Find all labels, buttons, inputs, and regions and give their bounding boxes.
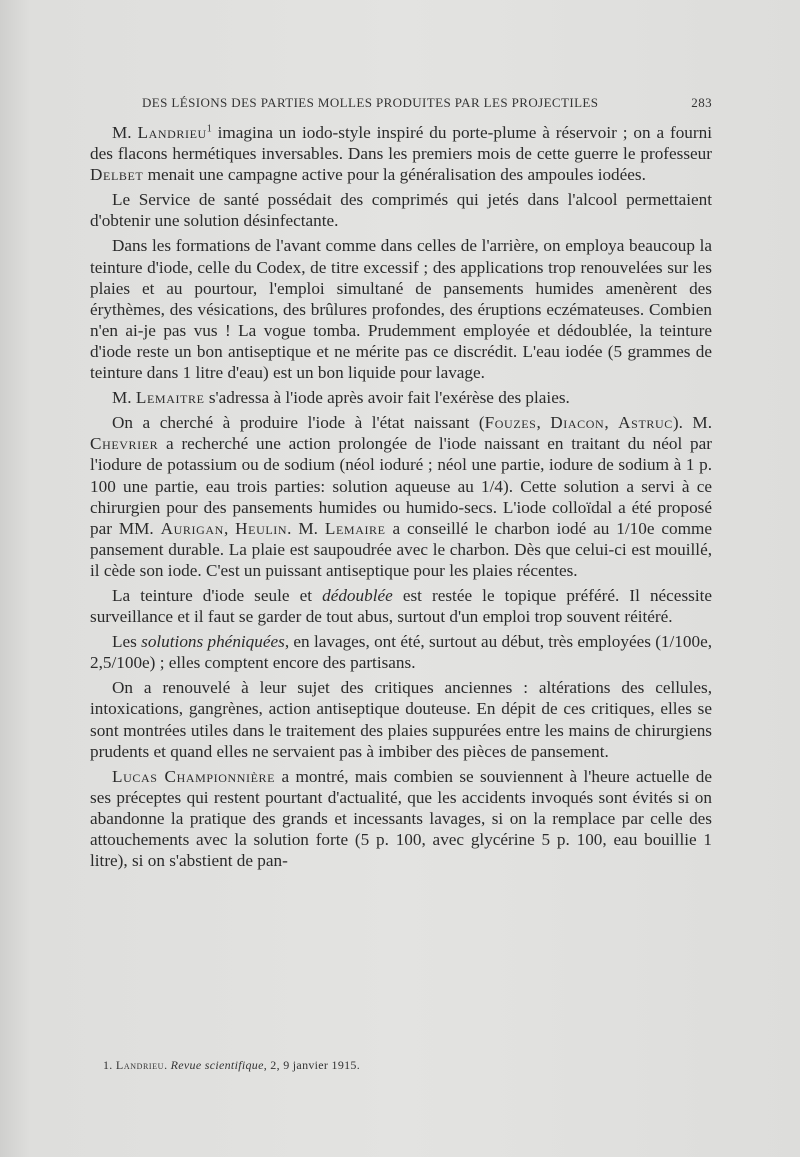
paragraph [90, 122, 712, 185]
footnote-number: 1. [103, 1058, 113, 1072]
text-run: M. [112, 388, 136, 408]
text-run: , [604, 413, 619, 433]
emphasis-text: dédoublée [322, 585, 393, 605]
paragraph [90, 585, 712, 627]
text-run: La teinture d'iode seule et [112, 585, 323, 605]
text-run: imagina un iodo-style inspiré du porte-plume à réservoir ; on a fourni des flacons hermétiques inversables. Dans les premiers mois de cette guerre le professeur [90, 123, 712, 164]
author-name: Delbet [90, 165, 144, 185]
emphasis-text: solutions phéniquées [141, 632, 285, 652]
text-run: est restée le topique préféré. Il nécessite surveillance et il faut se garder de tout abus, surtout d'un emploi trop souvent réitéré. [90, 585, 712, 627]
page-number: 283 [691, 95, 712, 110]
author-name: Lemaitre [135, 388, 205, 408]
paragraph [90, 766, 712, 871]
text-run: Dans les formations de l'avant comme dans celles de l'arrière, on employa beaucoup la teinture d'iode, celle du Codex, de titre excessif ; des applications trop renouvelées sur les plaies et au pourtour, l'emploi simultané de pansements humides amenèrent des érythèmes, des vésications, des brûlures profondes, des éruptions eczémateuses. Combien n'en ai-je pas vus ! La vogue tomba. Prudemment employée et dédoublée, la teinture d'iode reste un bon antiseptique et ne mérite pas ce discrédit. L'eau iodée (5 grammes de teinture dans 1 litre d'eau) est un bon liquide pour lavage. [90, 236, 712, 383]
running-header [142, 95, 712, 111]
paragraph [90, 677, 712, 761]
author-name: Chevrier [90, 434, 159, 454]
author-name: Lemaire [324, 518, 386, 538]
footnote-separator: . [164, 1058, 171, 1072]
text-run: Les [112, 632, 142, 652]
paragraph [90, 412, 712, 581]
author-name: Landrieu [137, 123, 207, 142]
footnote-journal: Revue scientifique [170, 1058, 264, 1072]
text-run: M. [112, 123, 138, 142]
author-name: Diacon [550, 413, 605, 433]
text-run: s'adressa à l'iode après avoir fait l'exérèse des plaies. [204, 388, 570, 408]
footnote [103, 1058, 703, 1073]
footnote-ref: 1 [206, 123, 212, 135]
author-name: Aurigan [160, 518, 224, 538]
paragraph [90, 235, 712, 383]
text-run: On a renouvelé à leur sujet des critiques anciennes : altérations des cellules, intoxications, gangrènes, action antiseptique douteuse. En dépit de ces critiques, elles se sont montrées utiles dans le traitement des plaies suppurées entre les mains de chirurgiens prudents et quand elles ne servaient pas à imbiber des pièces de pansement. [90, 678, 712, 761]
footnote-author: Landrieu [115, 1058, 165, 1072]
author-name: Lucas Championnière [112, 766, 276, 786]
text-run: menait une campagne active pour la généralisation des ampoules iodées. [143, 165, 646, 185]
text-run: a recherché une action prolongée de l'iode naissant en traitant du néol par l'iodure de potassium ou de sodium (néol ioduré ; néol une partie, iodure de sodium à 1 p. 100 une partie, eau trois parties: solution aqueuse au 1/4). Cette solution a servi à ce chirurgien pour des pansements humides ou humido-secs. L'iode colloïdal a été proposé par MM. [90, 434, 712, 538]
paragraph [90, 387, 712, 408]
body-text [90, 122, 712, 875]
paragraph [90, 631, 712, 673]
text-run: , [536, 413, 551, 433]
text-run: . M. [287, 518, 325, 538]
text-run: a conseillé le charbon iodé au 1/10e comme pansement durable. La plaie est saupoudrée avec le charbon. Dès que celui-ci est mouillé, il cède son iode. C'est un puissant antiseptique pour les plaies récentes. [90, 518, 712, 580]
text-run: ). M. [672, 413, 712, 433]
text-run: , [223, 518, 236, 538]
text-run: On a cherché à produire l'iode à l'état naissant ( [112, 413, 485, 433]
author-name: Astruc [618, 413, 673, 433]
author-name: Heulin [235, 518, 288, 538]
text-run: Le Service de santé possédait des comprimés qui jetés dans l'alcool permettaient d'obtenir une solution désinfectante. [90, 190, 712, 231]
paragraph [90, 189, 712, 231]
running-title: DES LÉSIONS DES PARTIES MOLLES PRODUITES PAR LES PROJECTILES [142, 95, 599, 110]
author-name: Fouzes [484, 413, 537, 433]
footnote-details: , 2, 9 janvier 1915. [263, 1058, 361, 1072]
text-run: , en lavages, ont été, surtout au début, très employées (1/100e, 2,5/100e) ; elles comptent encore des partisans. [90, 632, 713, 673]
text-run: a montré, mais combien se souviennent à l'heure actuelle de ses préceptes qui restent pourtant d'actualité, que les accidents invoqués sont évités si on abandonne la pratique des grands et incessants lavages, si on la remplace par celle des attouchements avec la solution forte (5 p. 100, avec glycérine 5 p. 100, eau bouillie 1 litre), si on s'abstient de pan- [90, 766, 712, 871]
